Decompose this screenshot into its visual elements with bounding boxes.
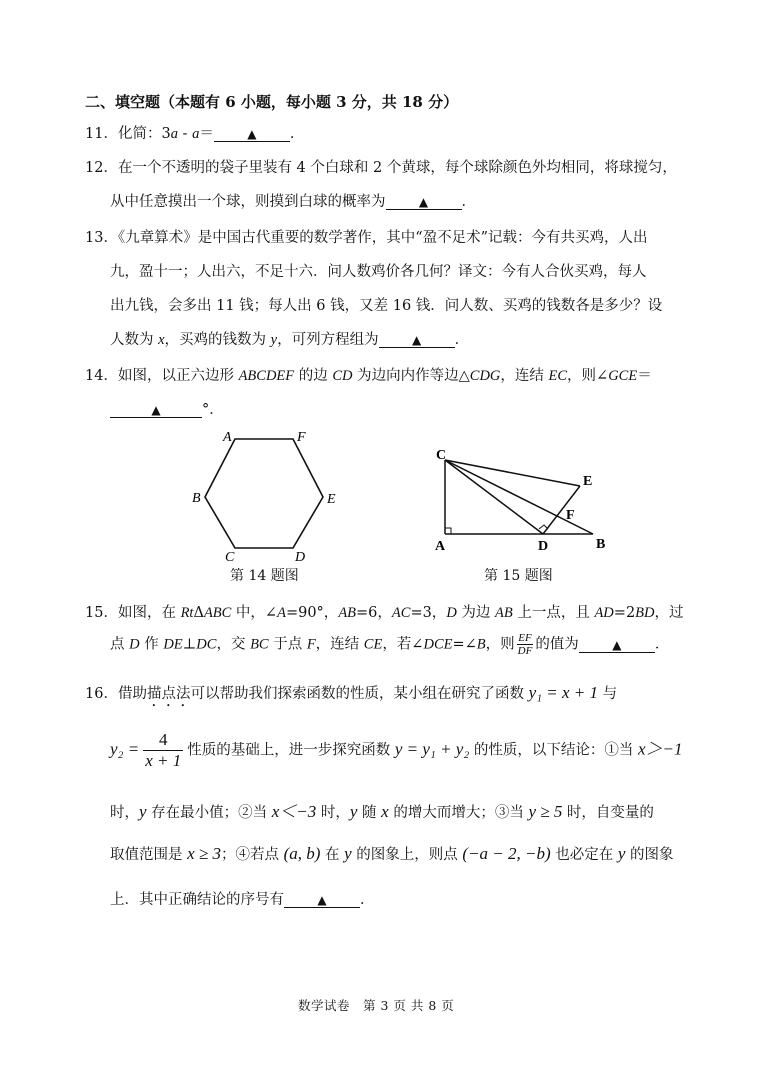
label-A: A	[223, 430, 232, 445]
q13-number: 13．	[85, 230, 118, 246]
question-16-line2: y₂ = $\frac{4}{x + 1}$ 性质的基础上，进一步探究函数 y = y₁ + y₂ 的性质，以下结论：①当 x＞−1	[110, 730, 683, 770]
answer-blank[interactable]	[386, 195, 462, 210]
label-D: D	[295, 550, 306, 565]
answer-blank[interactable]	[579, 638, 655, 653]
label-C: C	[225, 550, 235, 565]
q11-number: 11．	[85, 126, 118, 142]
question-16: 16．借助描点法可以帮助我们探索函数的性质，某小组在研究了函数 y₁ = x + 1 与	[85, 683, 618, 702]
hexagon-shape	[205, 439, 323, 548]
question-15: 15．如图，在 RtΔABC 中，∠A=90°，AB=6，AC=3，D 为边 AB 上一点，且 AD=2BD，过	[85, 605, 684, 621]
question-12: 12．在一个不透明的袋子里装有 4 个白球和 2 个黄球，每个球除颜色外均相同，将球搅匀，	[85, 160, 677, 176]
answer-mark-icon: ▲	[151, 403, 161, 417]
question-12-line2: 从中任意摸出一个球，则摸到白球的概率为 ▲ ．	[110, 194, 476, 210]
question-14-line2: ▲ °．	[110, 398, 224, 419]
figure-14-caption: 第 14 题图	[230, 568, 299, 584]
question-13-line3: 出九钱，会多出 11 钱；每人出 6 钱，又差 16 钱．问人数、买鸡的钱数各是多少？设	[110, 298, 663, 314]
answer-blank[interactable]	[110, 403, 202, 418]
label-C: C	[436, 448, 447, 463]
segment-CD	[445, 460, 543, 534]
question-13: 13．《九章算术》是中国古代重要的数学著作，其中“盈不足术”记载：今有共买鸡，人出	[85, 230, 648, 246]
q15-number: 15．	[85, 605, 118, 621]
segment-CE	[445, 460, 580, 486]
question-14: 14．如图，以正六边形 ABCDEF 的边 CD 为边向内作等边△CDG，连结 EC，则∠GCE＝	[85, 368, 652, 384]
q12-number: 12．	[85, 160, 118, 176]
question-16-line5: 上．其中正确结论的序号有 ▲ ．	[110, 892, 375, 908]
fraction-EF-DF: $\frac{EF}{DF}$	[517, 632, 533, 657]
label-A: A	[435, 539, 446, 554]
answer-mark-icon: ▲	[418, 195, 429, 209]
question-16-line4: 取值范围是 x ≥ 3；④若点 (a, b) 在 y 的图象上，则点 (−a − 2, −b) 也必定在 y 的图象	[110, 844, 674, 863]
q16-number: 16．	[85, 686, 118, 702]
answer-blank[interactable]	[284, 893, 360, 908]
question-13-line4: 人数为 x，买鸡的钱数为 y，可列方程组为 ▲ ．	[110, 332, 470, 348]
fraction-4-over-x-plus-1: $\frac{4}{x + 1}$	[145, 730, 182, 770]
label-F: F	[566, 508, 575, 523]
figure-15-caption: 第 15 题图	[484, 568, 553, 584]
label-F: F	[297, 430, 306, 445]
answer-mark-icon: ▲	[612, 637, 622, 652]
label-E: E	[583, 474, 593, 489]
figure-15-triangle	[425, 440, 615, 558]
answer-mark-icon: ▲	[247, 127, 257, 141]
question-13-line2: 九，盈十一；人出六，不足十六．问人数鸡价各几何？译文：今有人合伙买鸡，每人	[110, 264, 647, 280]
label-E: E	[327, 492, 336, 507]
section-title: 二、填空题（本题有 6 小题，每小题 3 分，共 18 分）	[85, 93, 459, 111]
label-D: D	[538, 539, 549, 554]
answer-blank[interactable]	[379, 333, 455, 348]
question-11: 11．化简：3a - a＝ ▲ ．	[85, 126, 305, 142]
answer-mark-icon: ▲	[317, 893, 327, 907]
right-angle-mark-A	[445, 528, 451, 534]
question-15-line2: 点 D 作 DE⊥DC，交 BC 于点 F，连结 CE，若∠DCE=∠B，则 $\frac{EF}{DF}$ 的值为 ▲ ．	[110, 632, 670, 657]
q14-number: 14．	[85, 368, 118, 384]
figure-14-hexagon	[185, 425, 350, 565]
answer-mark-icon: ▲	[411, 333, 422, 347]
question-16-line3: 时，y 存在最小值；②当 x＜−3 时，y 随 x 的增大而增大；③当 y ≥ 5 时，自变量的	[110, 802, 654, 821]
label-B: B	[596, 537, 606, 552]
answer-blank[interactable]	[214, 127, 290, 142]
page-footer: 数学试卷 第 3 页 共 8 页	[298, 998, 455, 1013]
label-B: B	[192, 491, 201, 506]
